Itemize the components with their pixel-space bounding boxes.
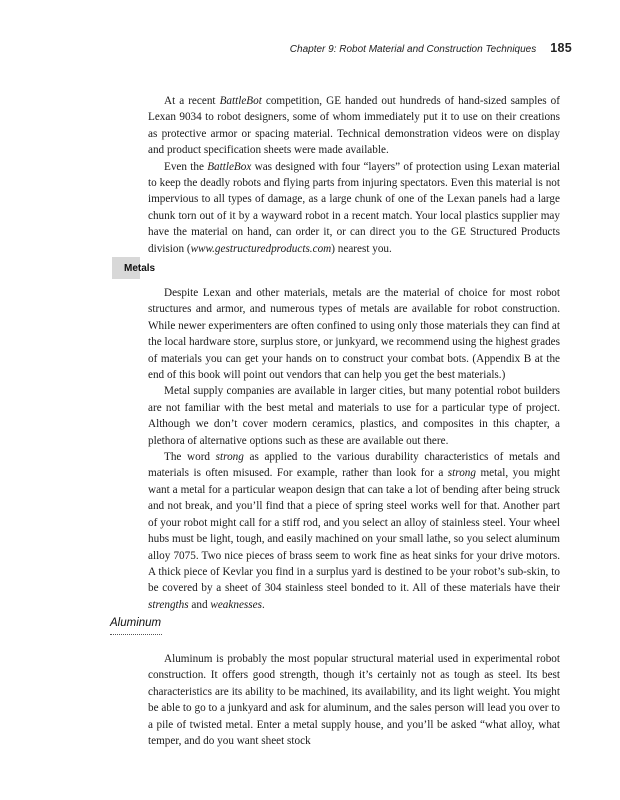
paragraph: At a recent BattleBot competition, GE handed out hundreds of hand-sized samples of Lexan 9034 to robot designers, some of whom immediately put it to use on their creations as protective armor or spacing material. Technical demonstration videos were on display and product specification sheets were made available.: [148, 95, 560, 157]
intro-section: [148, 93, 560, 257]
paragraph: Aluminum is probably the most popular structural material used in experimental robot construction. It offers good strength, though it’s certainly not as tough as steel. Its best characteristics are its ability to be machined, its availability, and its light weight. You might be able to go to a junkyard and ask for aluminum, and the sales person will lead you over to a pile of twisted metal. Enter a metal supply house, and you’ll be asked “what alloy, what temper, and do you want sheet stock: [148, 653, 560, 748]
paragraph: Despite Lexan and other materials, metals are the material of choice for most robot structures and armor, and numerous types of metals are available for robot construction. While newer experimenters are often confined to using only those materials they can find at the local hardware store, surplus store, or junkyard, we recommend using the highest grades of materials you can get your hands on to construct your combat bots. (Appendix B at the end of this book will point out vendors that can help you get the best materials.): [148, 287, 560, 382]
subsection-heading-aluminum: Aluminum: [110, 617, 162, 629]
aluminum-section: [148, 651, 560, 749]
paragraph: Even the BattleBox was designed with four “layers” of protection using Lexan material to keep the deadly robots and flying parts from injuring spectators. Even this material is not impervious to all types of damage, as a large chunk of one of the Lexan panels had a large chunk torn out of it by a wayward robot in a recent match. Your local plastics supplier may have the material on hand, can order it, or can direct you to the GE Structured Products division (www.gestructuredproducts.com) nearest you.: [148, 160, 561, 255]
heading-underline-divider: [110, 634, 162, 635]
page-number: 185: [550, 41, 572, 55]
paragraph: The word strong as applied to the various durability characteristics of metals and materials is often misused. For example, rather than look for a strong metal, you might want a metal for a particular weapon design that can take a lot of bending after being struck and not break, and you’ll find that a piece of spring steel works well for that. Another part of your robot might call for a stiff rod, and you select an alloy of stainless steel. Your wheel hubs must be light, tough, and easily machined on your small lathe, so you select aluminum alloy 7075. Two nice pieces of brass seem to work fine as heat sinks for your drive motors. A thick piece of Kevlar you find in a surplus yard is destined to be your robot’s sub-skin, to be covered by a sheet of 304 stainless steel bonded to it. All of these materials have their strengths and weaknesses.: [148, 451, 560, 611]
metals-section: [148, 285, 560, 613]
paragraph: Metal supply companies are available in larger cities, but many potential robot builders are not familiar with the best metal and materials to use for a particular type of project. Although we don’t cover modern ceramics, plastics, and composites in this chapter, a plethora of alternative options such as these are available out there.: [148, 385, 560, 447]
section-heading-metals: Metals: [124, 263, 156, 274]
running-title: Chapter 9: Robot Material and Construction Techniques: [289, 44, 537, 55]
url-text: www.gestructuredproducts.com: [190, 242, 332, 255]
running-header: [290, 41, 572, 55]
